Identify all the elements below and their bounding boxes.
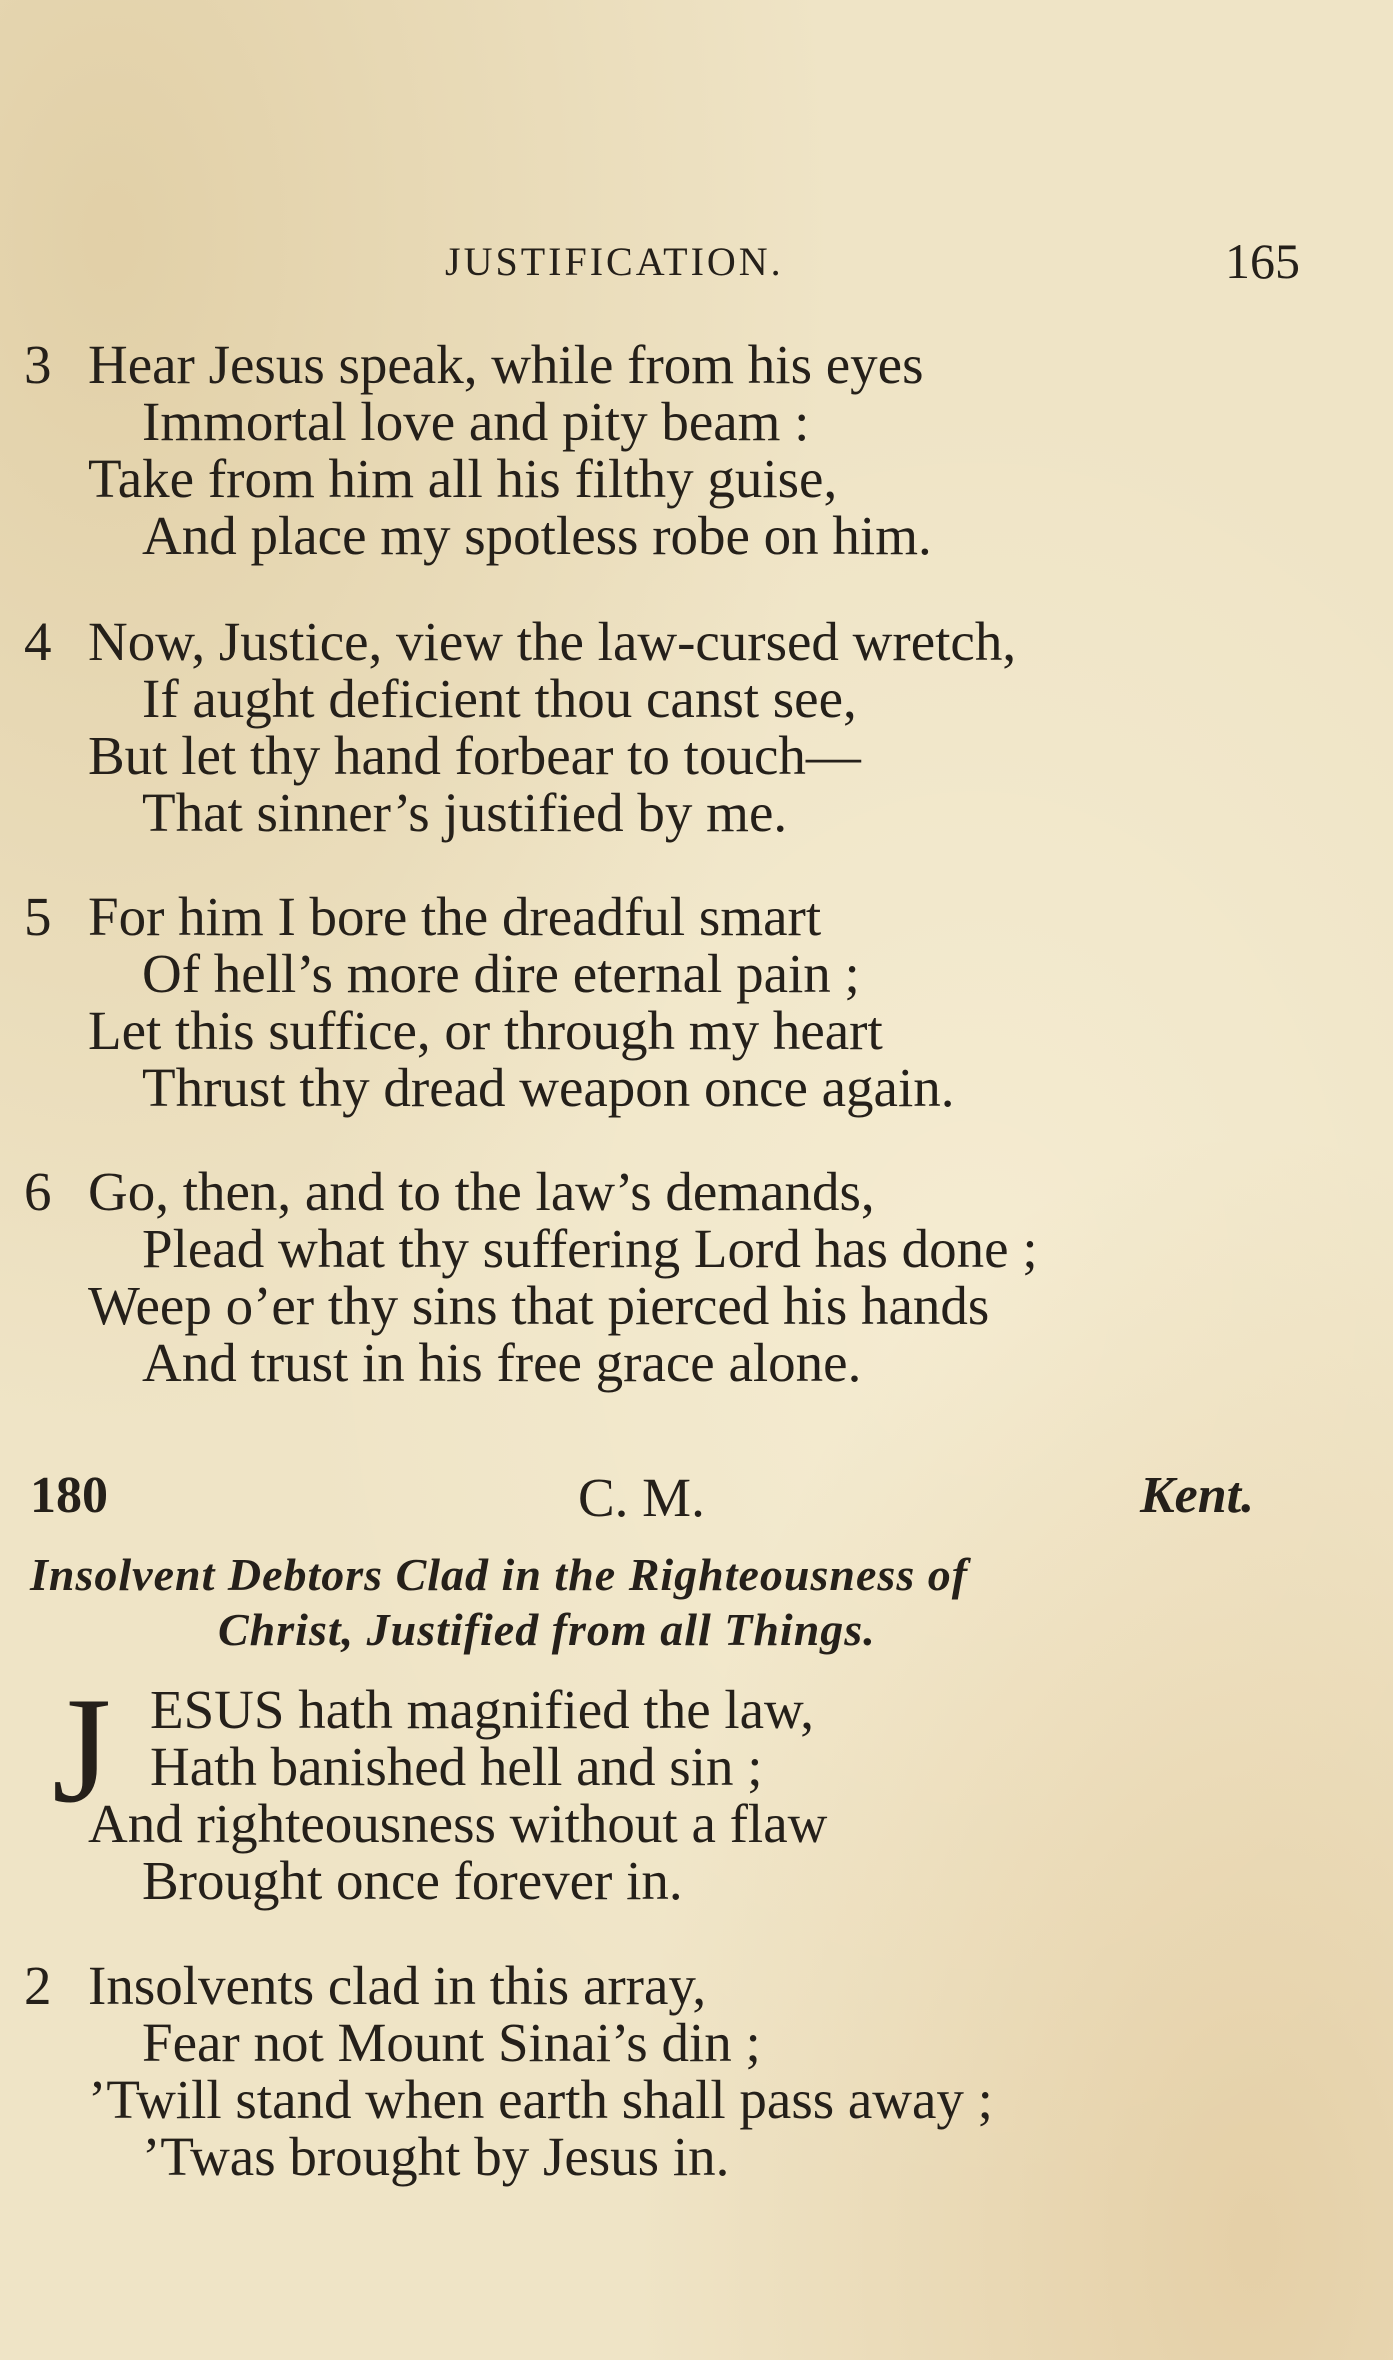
verse-line: Thrust thy dread weapon once again.	[142, 1057, 955, 1118]
hymn-number: 180	[30, 1467, 108, 1524]
stanza-number: 2	[24, 1955, 52, 2016]
verse-line: And trust in his free grace alone.	[142, 1332, 862, 1393]
verse-line: Of hell’s more dire eternal pain ;	[142, 943, 860, 1004]
verse-line: Plead what thy suffering Lord has done ;	[142, 1218, 1038, 1279]
verse-line: And place my spotless robe on him.	[142, 505, 932, 566]
stanza-number: 3	[24, 334, 52, 395]
verse-line: Weep o’er thy sins that pierced his hands	[88, 1275, 990, 1336]
verse-line: Hear Jesus speak, while from his eyes	[88, 334, 924, 395]
running-head	[0, 233, 1393, 298]
verse-line: Hath banished hell and sin ;	[150, 1736, 763, 1797]
verse-line: Let this suffice, or through my heart	[88, 1000, 883, 1061]
hymn-header	[0, 1466, 1393, 1536]
drop-cap: J	[52, 1666, 112, 1834]
verse-line: Now, Justice, view the law-cursed wretch,	[88, 611, 1017, 672]
verse-line: ’Twill stand when earth shall pass away ;	[88, 2069, 993, 2130]
verse-line: Go, then, and to the law’s demands,	[88, 1161, 875, 1222]
hymn-subtitle-line-1: Insolvent Debtors Clad in the Righteousness of	[30, 1549, 969, 1600]
page-number: 165	[1225, 233, 1300, 289]
verse-line: That sinner’s justified by me.	[142, 782, 788, 843]
verse-line: For him I bore the dreadful smart	[88, 886, 822, 947]
verse-line: Fear not Mount Sinai’s din ;	[142, 2012, 761, 2073]
verse-line: And righteousness without a flaw	[88, 1793, 828, 1854]
verse-line: If aught deficient thou canst see,	[142, 668, 857, 729]
verse-line: Brought once forever in.	[142, 1850, 683, 1911]
section-title: JUSTIFICATION.	[445, 239, 784, 284]
verse-line: Immortal love and pity beam :	[142, 391, 810, 452]
hymn-tune: Kent.	[1140, 1467, 1255, 1524]
stanza-number: 6	[24, 1161, 52, 1222]
verse-line: Take from him all his filthy guise,	[88, 448, 838, 509]
verse-line: ’Twas brought by Jesus in.	[142, 2126, 730, 2187]
stanza-number: 5	[24, 886, 52, 947]
stanza-number: 4	[24, 611, 52, 672]
verse-line: Insolvents clad in this array,	[88, 1955, 707, 2016]
verse-line: But let thy hand forbear to touch—	[88, 725, 861, 786]
hymn-subtitle-line-2: Christ, Justified from all Things.	[218, 1604, 876, 1655]
hymn-meter: C. M.	[578, 1467, 705, 1528]
verse-line: ESUS hath magnified the law,	[150, 1679, 814, 1740]
